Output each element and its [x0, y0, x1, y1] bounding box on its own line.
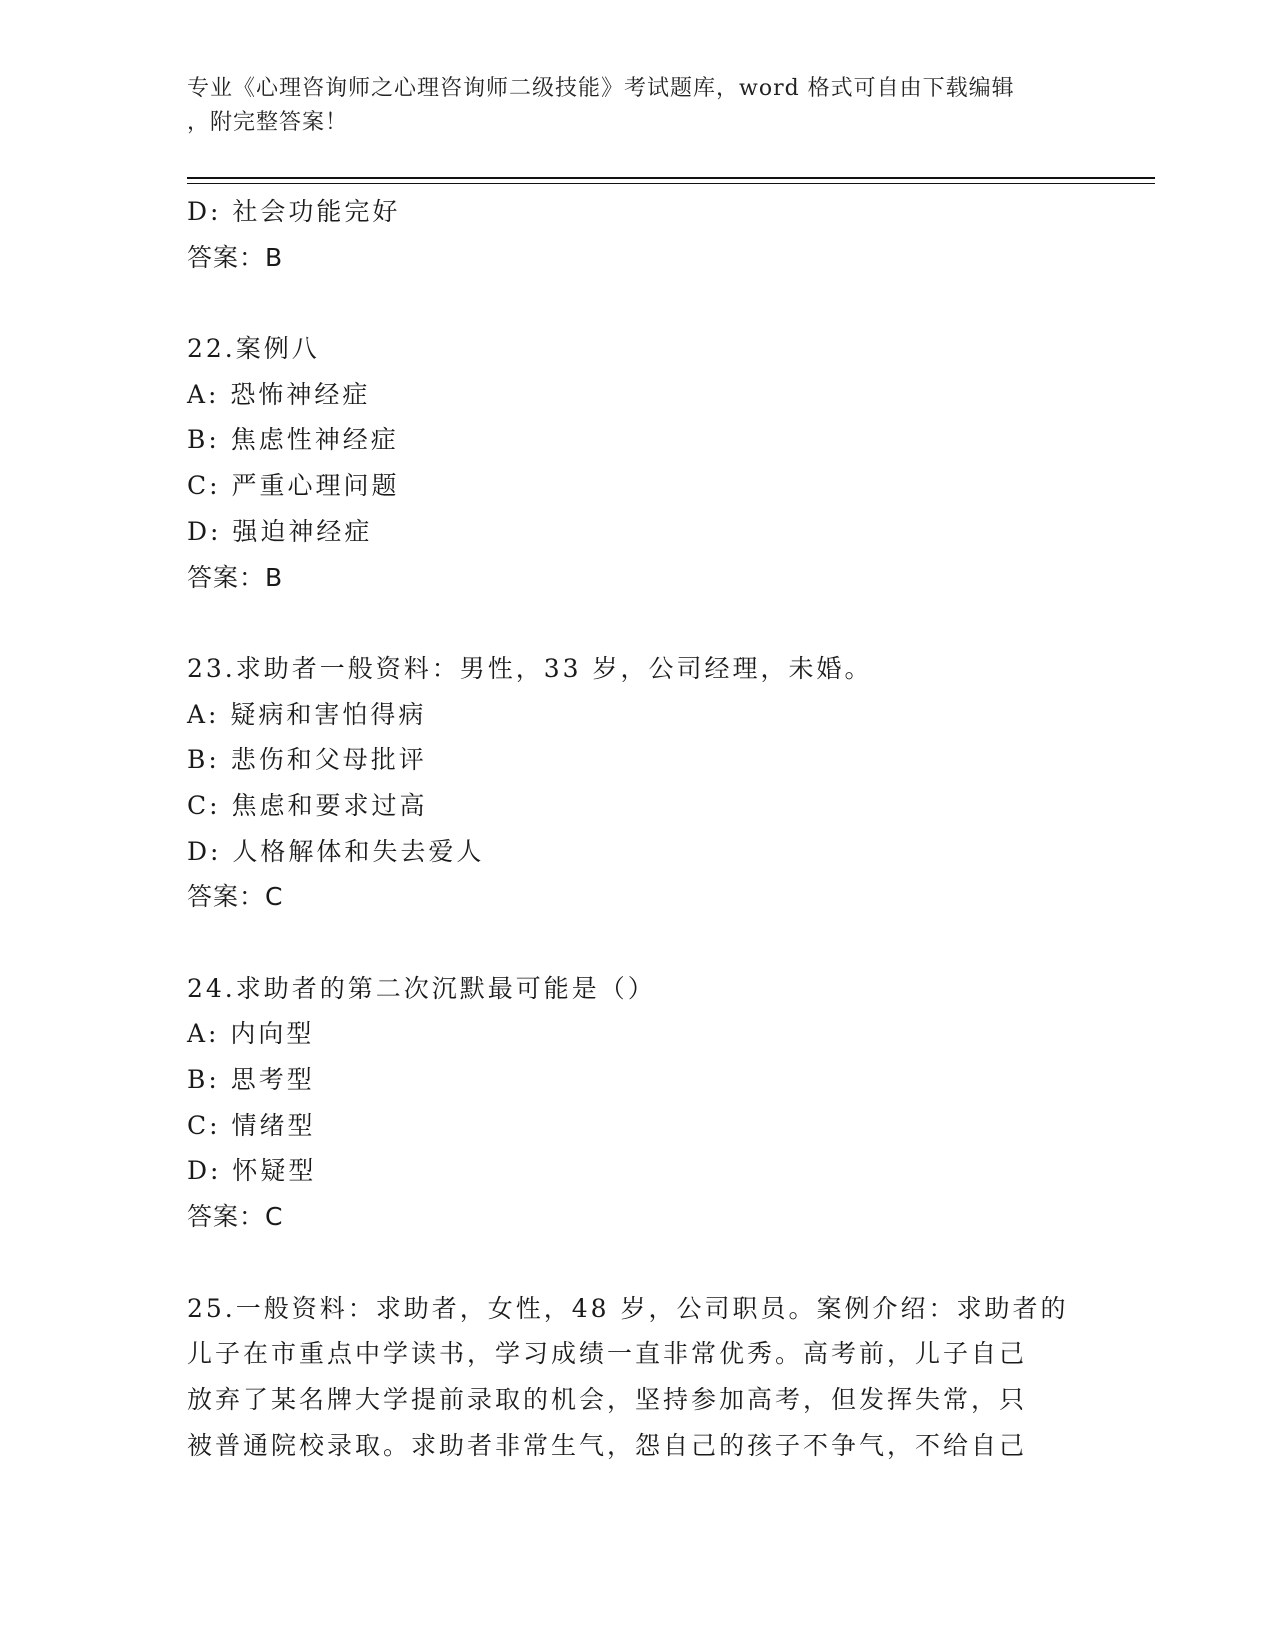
header-line-1: 专业《心理咨询师之心理咨询师二级技能》考试题库，word 格式可自由下载编辑: [187, 76, 1015, 101]
question-list: [187, 189, 1087, 1468]
q22-option-b: B: 焦虑性神经症: [187, 425, 399, 455]
q22-option-d: D: 强迫神经症: [187, 516, 373, 546]
q23-answer: 答案：C: [187, 882, 284, 912]
q23-option-c: C: 焦虑和要求过高: [187, 790, 428, 820]
q24-option-b: B: 思考型: [187, 1065, 315, 1095]
q23-option-d: D: 人格解体和失去爱人: [187, 836, 485, 866]
document-header: [187, 72, 1087, 140]
q22-stem: 22.案例八: [187, 334, 320, 364]
spacer: [187, 280, 1087, 326]
q25-text-line-3: 放弃了某名牌大学提前录取的机会，坚持参加高考，但发挥失常，只: [187, 1384, 1028, 1414]
q21-option-d: D: 社会功能完好: [187, 197, 401, 226]
spacer: [187, 600, 1087, 646]
header-line-2: ，附完整答案！: [187, 110, 349, 135]
q22-option-c: C: 严重心理问题: [187, 471, 400, 501]
q21-answer: 答案：B: [187, 242, 284, 272]
q22-option-a: A: 恐怖神经症: [187, 379, 371, 409]
spacer: [187, 920, 1087, 966]
q22-answer: 答案：B: [187, 562, 284, 592]
header-divider-thick: [187, 177, 1155, 179]
q24-option-a: A: 内向型: [187, 1019, 315, 1049]
q24-stem: 24.求助者的第二次沉默最可能是（）: [187, 973, 656, 1003]
q23-option-b: B: 悲伤和父母批评: [187, 745, 427, 775]
q23-stem: 23.求助者一般资料：男性，33 岁，公司经理，未婚。: [187, 653, 873, 683]
q25-text-line-1: 25.一般资料：求助者，女性，48 岁，公司职员。案例介绍：求助者的: [187, 1293, 1069, 1323]
spacer: [187, 1240, 1087, 1286]
q23-option-a: A: 疑病和害怕得病: [187, 699, 427, 729]
header-divider-thin: [187, 183, 1155, 184]
q24-option-d: D: 怀疑型: [187, 1156, 317, 1186]
q25-text-line-4: 被普通院校录取。求助者非常生气，怨自己的孩子不争气，不给自己: [187, 1430, 1028, 1460]
q25-text-line-2: 儿子在市重点中学读书，学习成绩一直非常优秀。高考前，儿子自己: [187, 1339, 1028, 1369]
q24-answer: 答案：C: [187, 1202, 284, 1232]
q24-option-c: C: 情绪型: [187, 1110, 316, 1140]
